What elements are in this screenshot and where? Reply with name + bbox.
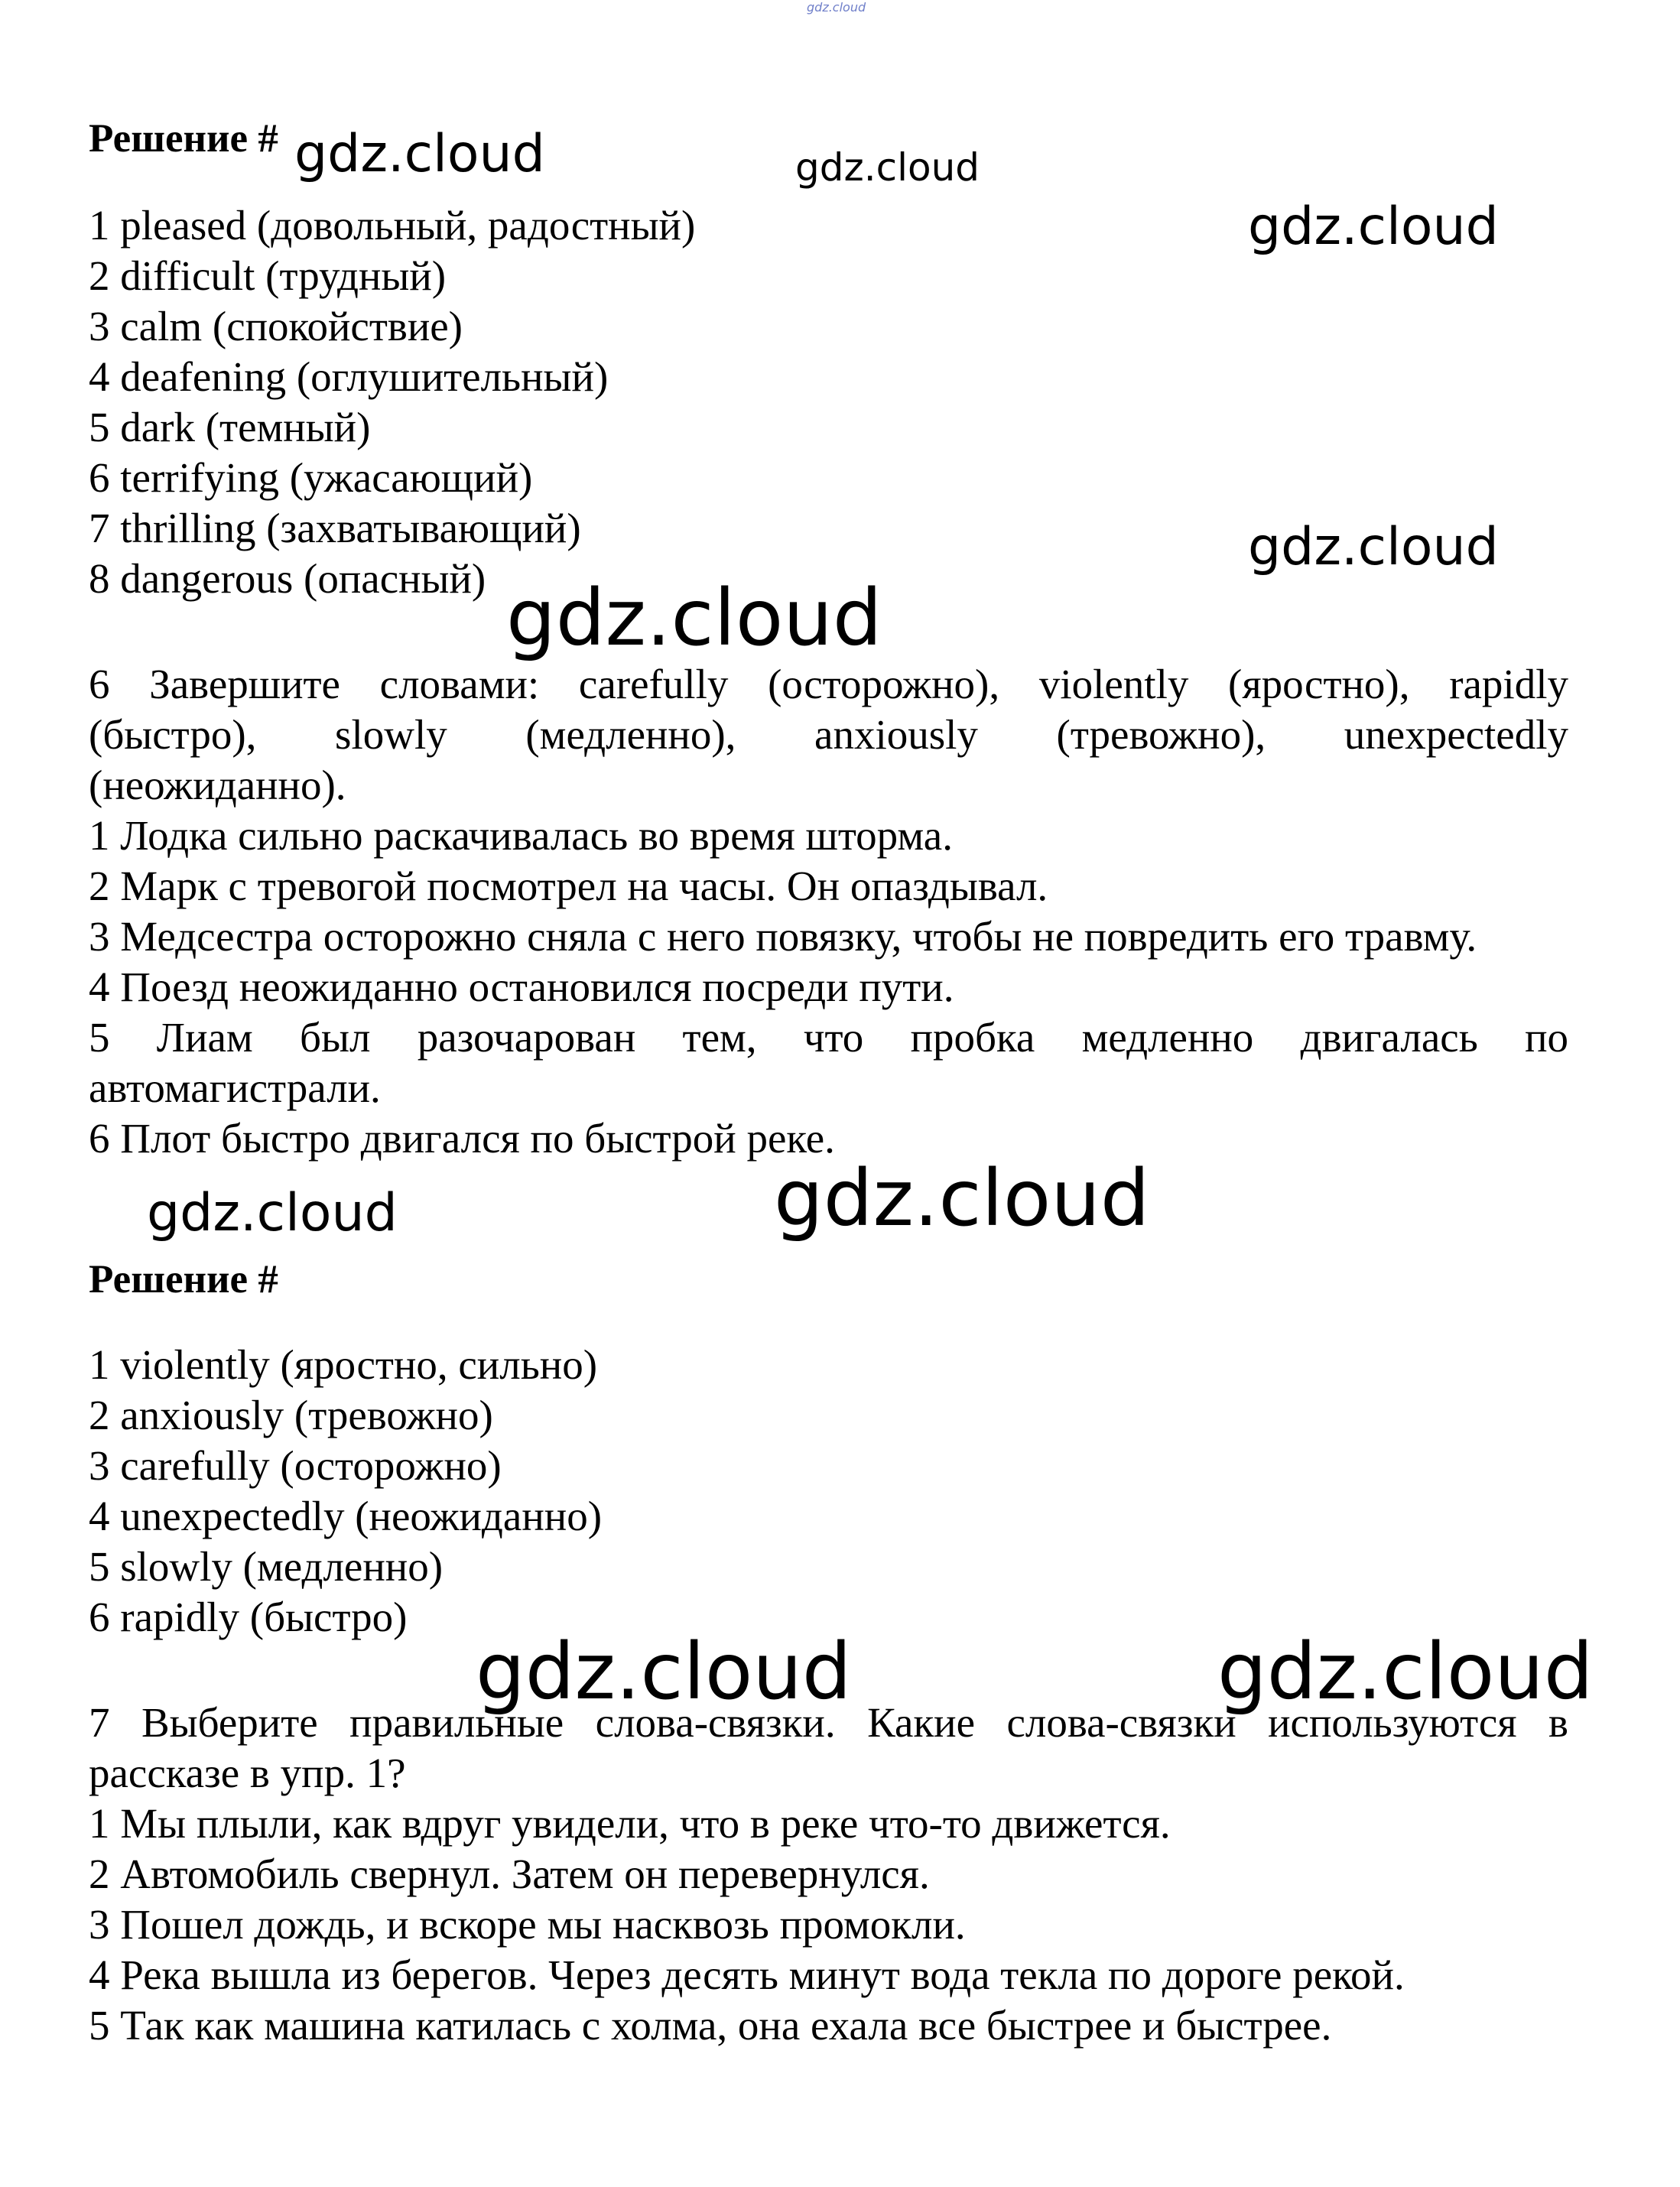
task7-sentence: 4 Река вышла из берегов. Через десять минут вода текла по дороге рекой. [89,1951,1405,1998]
task7-sentence: 1 Мы плыли, как вдруг увидели, что в реке что-то движется. [89,1800,1171,1847]
task6-intro-line: (неожиданно). [89,762,346,808]
watermark: gdz.cloud [476,1626,852,1717]
watermark: gdz.cloud [1248,197,1499,257]
answer-item: 4 deafening (оглушительный) [89,353,609,400]
answer-item: 8 dangerous (опасный) [89,555,486,602]
watermark: gdz.cloud [506,573,882,664]
answer-item: 2 difficult (трудный) [89,252,447,299]
top-watermark: gdz.cloud [807,0,866,15]
solution-heading-2: Решение # [89,1257,278,1301]
watermark: gdz.cloud [1248,517,1499,577]
watermark: gdz.cloud [147,1183,398,1243]
answer-item: 5 dark (темный) [89,404,371,450]
task7-sentence: 5 Так как машина катилась с холма, она ехала все быстрее и быстрее. [89,2002,1332,2049]
watermark: gdz.cloud [294,124,545,184]
task7-intro-line: 7 Выберите правильные слова-связки. Какие слова-связки используются в [89,1699,1568,1746]
answer-item: 3 carefully (осторожно) [89,1442,502,1489]
task6-sentence: 4 Поезд неожиданно остановился посреди пути. [89,964,954,1010]
task6-sentence: автомагистрали. [89,1064,381,1111]
task6-sentence: 6 Плот быстро двигался по быстрой реке. [89,1115,835,1162]
answer-item: 4 unexpectedly (неожиданно) [89,1493,603,1539]
answer-item: 6 terrifying (ужасающий) [89,454,533,501]
task6-sentence: 3 Медсестра осторожно сняла с него повязку, чтобы не повредить его травму. [89,913,1477,960]
task6-intro-line: (быстро), slowly (медленно), anxiously (тревожно), unexpectedly [89,711,1568,758]
watermark: gdz.cloud [774,1153,1150,1244]
answer-item: 5 slowly (медленно) [89,1543,444,1590]
task6-intro-line: 6 Завершите словами: carefully (осторожно), violently (яростно), rapidly [89,661,1568,707]
answer-item: 1 violently (яростно, сильно) [89,1341,598,1388]
answer-item: 7 thrilling (захватывающий) [89,505,581,551]
solution-heading-1: Решение # [89,116,278,161]
answer-item: 3 calm (спокойствие) [89,303,463,349]
task6-sentence: 1 Лодка сильно раскачивалась во время шторма. [89,812,953,859]
task7-sentence: 3 Пошел дождь, и вскоре мы насквозь промокли. [89,1901,966,1948]
task6-sentence: 5 Лиам был разочарован тем, что пробка медленно двигалась по [89,1014,1568,1061]
task7-sentence: 2 Автомобиль свернул. Затем он перевернулся. [89,1851,930,1897]
answer-item: 1 pleased (довольный, радостный) [89,202,696,249]
task6-sentence: 2 Марк с тревогой посмотрел на часы. Он опаздывал. [89,863,1048,909]
task7-intro-line: рассказе в упр. 1? [89,1750,406,1796]
watermark: gdz.cloud [795,145,980,190]
answer-item: 6 rapidly (быстро) [89,1594,408,1640]
answer-item: 2 anxiously (тревожно) [89,1392,493,1438]
watermark: gdz.cloud [1217,1626,1594,1717]
